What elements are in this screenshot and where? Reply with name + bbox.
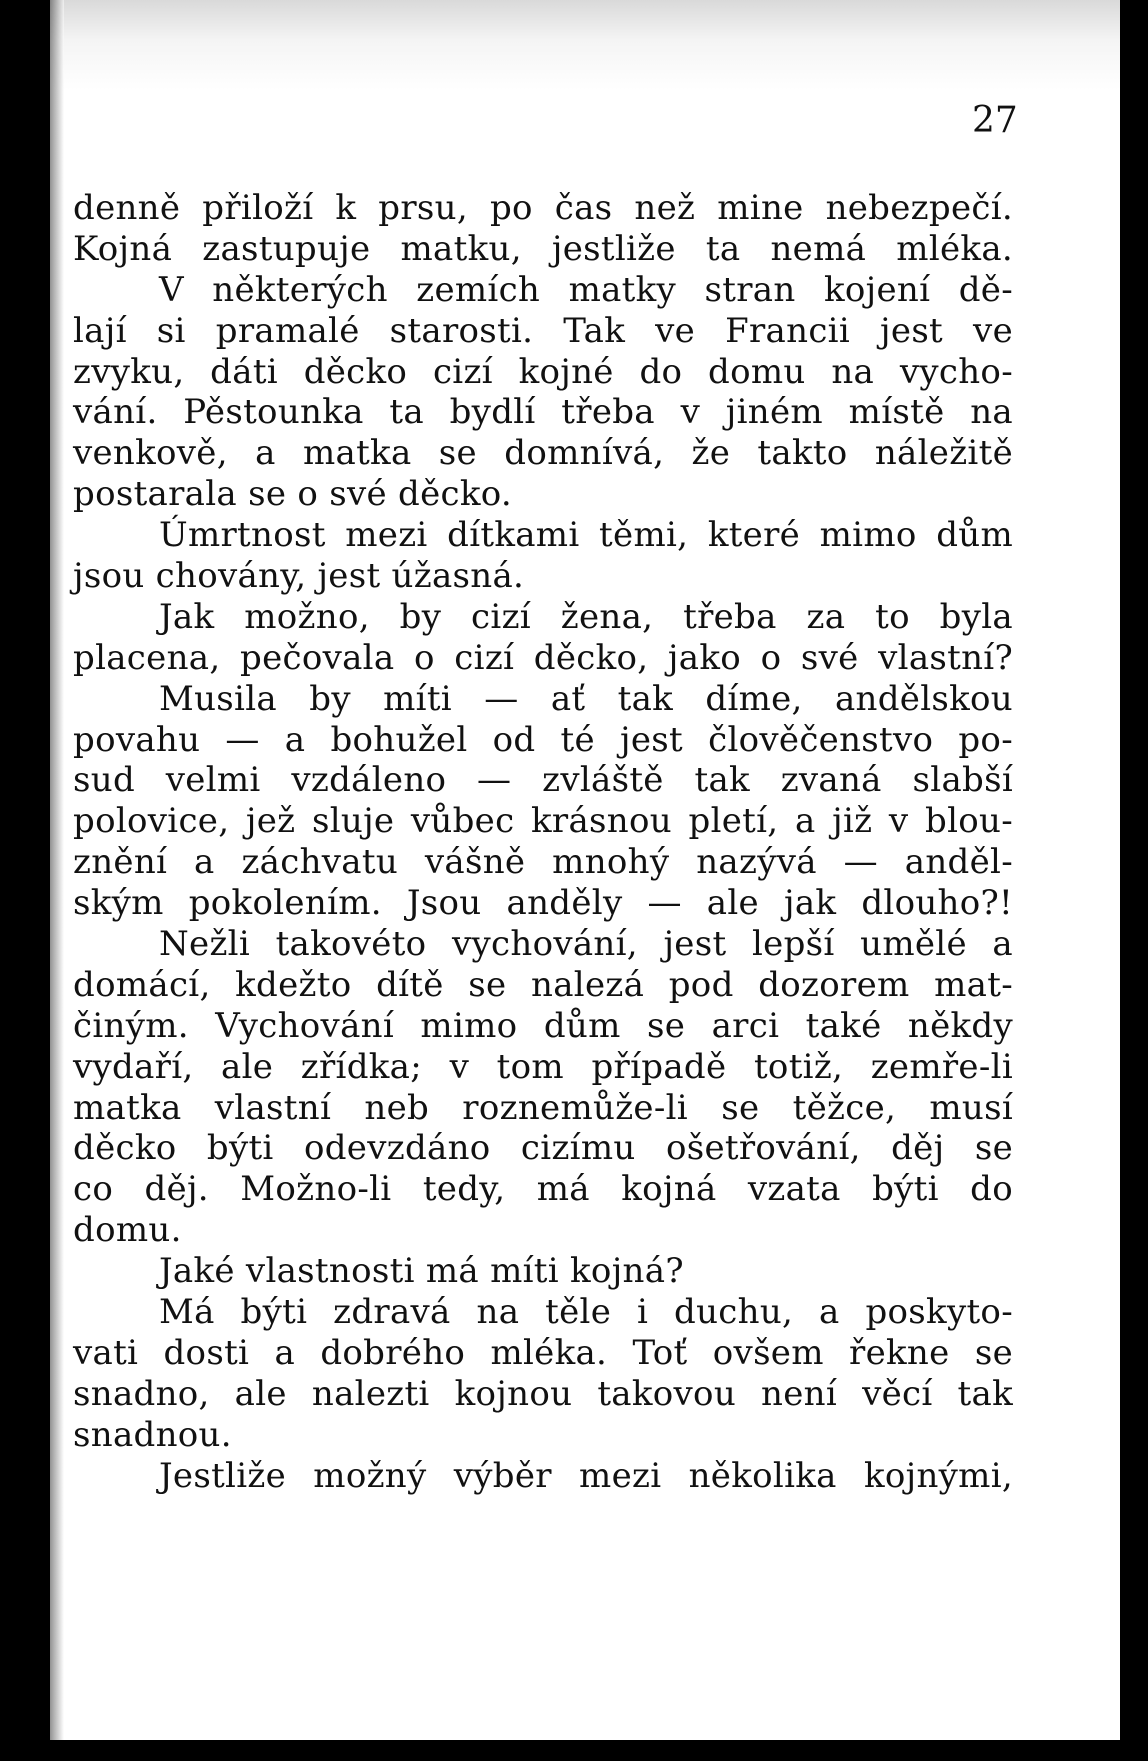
text-line: domu. <box>73 1210 182 1251</box>
text-line: snadnou. <box>73 1414 232 1455</box>
text-line: denně přiloží k prsu, po čas než mine nebezpečí. <box>73 188 1013 228</box>
text-line: Nežli takovéto vychování, jest lepší umělé a <box>159 924 1013 965</box>
text-line: jsou chovány, jest úžasná. <box>73 556 525 597</box>
text-line: sud velmi vzdáleno — zvláště tak zvaná slabší <box>73 760 1013 801</box>
text-line: povahu — a bohužel od té jest člověčenstvo po- <box>73 719 1013 760</box>
text-line: Kojná zastupuje matku, jestliže ta nemá mléka. <box>73 228 1013 269</box>
text-line: Úmrtnost mezi dítkami těmi, které mimo dům <box>159 515 1013 556</box>
text-line: znění a záchvatu vášně mnohý nazývá — anděl- <box>73 842 1013 883</box>
text-line: polovice, jež sluje vůbec krásnou pletí, a již v blou- <box>73 801 1013 842</box>
text-line: Jaké vlastnosti má míti kojná? <box>159 1251 684 1292</box>
text-line: zvyku, dáti děcko cizí kojné do domu na vycho- <box>73 351 1013 392</box>
text-line: Má býti zdravá na těle i duchu, a poskyto- <box>159 1292 1013 1333</box>
text-line: Jak možno, by cizí žena, třeba za to byla <box>159 596 1013 637</box>
text-line: činým. Vychování mimo dům se arci také někdy <box>73 1005 1013 1046</box>
text-line: V některých zemích matky stran kojení dě- <box>159 269 1013 310</box>
text-line: Musila by míti — ať tak díme, andělskou <box>159 678 1013 719</box>
text-line: matka vlastní neb roznemůže-li se těžce, musí <box>73 1087 1013 1128</box>
text-line: domácí, kdežto dítě se nalezá pod dozorem mat- <box>73 964 1013 1005</box>
text-line: placena, pečovala o cizí děcko, jako o své vlastní? <box>73 637 1013 678</box>
text-line: vání. Pěstounka ta bydlí třeba v jiném místě na <box>73 392 1013 433</box>
text-line: ským pokolením. Jsou anděly — ale jak dlouho?! <box>73 883 1013 924</box>
text-line: lají si pramalé starosti. Tak ve Francii jest ve <box>73 310 1013 351</box>
text-line: vati dosti a dobrého mléka. Toť ovšem řekne se <box>73 1332 1013 1373</box>
text-line: děcko býti odevzdáno cizímu ošetřování, děj se <box>73 1128 1013 1169</box>
text-line: postarala se o své děcko. <box>73 474 513 515</box>
text-line: co děj. Možno-li tedy, má kojná vzata býti do <box>73 1169 1013 1210</box>
page-number: 27 <box>972 100 1018 141</box>
text-line: Jestliže možný výběr mezi několika kojnými, <box>159 1455 1013 1496</box>
text-line: snadno, ale nalezti kojnou takovou není věcí tak <box>73 1373 1013 1414</box>
text-line: venkově, a matka se domnívá, že takto náležitě <box>73 433 1013 474</box>
text-line: vydaří, ale zřídka; v tom případě totiž, zemře-li <box>73 1046 1013 1087</box>
body-text <box>73 188 1013 1497</box>
